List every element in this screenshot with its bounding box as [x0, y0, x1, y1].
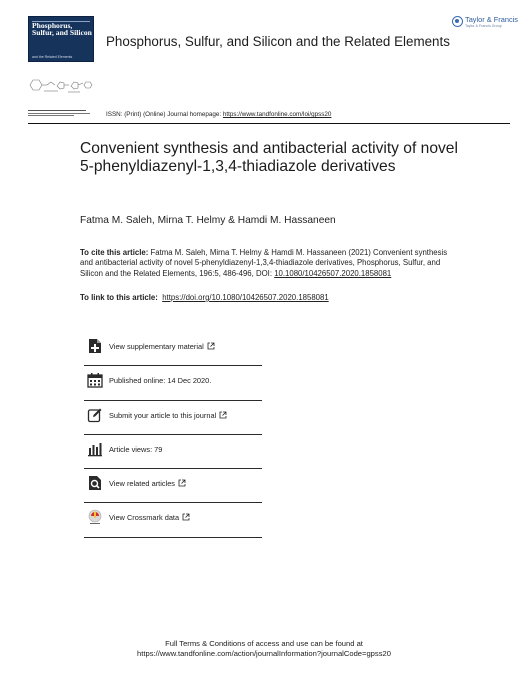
citation-label: To cite this article:	[80, 248, 149, 257]
action-label	[109, 479, 186, 488]
article-views-item	[84, 435, 262, 469]
journal-cover-thumbnail	[28, 16, 94, 62]
issn-line	[106, 111, 331, 118]
view-crossmark-data-item[interactable]	[84, 503, 262, 537]
bar-chart-icon	[87, 441, 103, 457]
journal-homepage-link[interactable]: https://www.tandfonline.com/loi/gpss20	[222, 111, 332, 118]
external-link-icon	[219, 411, 227, 419]
edit-icon	[87, 407, 103, 423]
action-label-text: View supplementary material	[109, 342, 204, 351]
action-label-text: View Crossmark data	[109, 513, 180, 523]
taylor-francis-logo-icon	[452, 16, 463, 27]
action-label-text: Published online: 14 Dec 2020.	[109, 376, 212, 386]
publisher-logo-name: Taylor & Francis	[465, 15, 518, 24]
issn-label: ISSN: (Print) (Online) Journal homepage:	[106, 111, 223, 118]
cover-meta-line	[28, 110, 86, 111]
view-supplementary-material-item[interactable]	[84, 332, 262, 366]
footer-terms-text: Full Terms & Conditions of access and use can be found at	[165, 639, 363, 648]
action-label	[109, 376, 211, 385]
cover-subtitle: and the Related Elements	[32, 55, 73, 59]
external-link-icon	[178, 479, 186, 487]
publisher-logo-tagline: Taylor & Francis Group	[465, 24, 502, 28]
view-related-articles-item[interactable]	[84, 469, 262, 503]
journal-title[interactable]: Phosphorus, Sulfur, and Silicon and the Related Elements	[106, 34, 450, 49]
cover-meta-line	[28, 113, 90, 114]
plus-document-icon	[87, 338, 103, 354]
action-label-text: Article views: 79	[109, 444, 163, 454]
header-divider	[28, 123, 510, 124]
cover-meta-line	[28, 115, 74, 116]
action-label	[109, 513, 190, 522]
footer	[0, 639, 528, 660]
doi-link[interactable]: 10.1080/10426507.2020.1858081	[274, 268, 392, 278]
action-label-text: Submit your article to this journal	[109, 410, 217, 420]
article-doi-url[interactable]: https://doi.org/10.1080/10426507.2020.1858081	[162, 293, 329, 302]
citation-block	[80, 248, 452, 279]
publisher-logo[interactable]	[452, 14, 518, 32]
crossmark-icon	[87, 509, 103, 525]
footer-terms-link[interactable]: https://www.tandfonline.com/action/journalInformation?journalCode=gpss20	[137, 649, 391, 659]
published-online-item	[84, 366, 262, 400]
chemical-structure-graphic	[24, 74, 96, 96]
submit-article-item[interactable]	[84, 401, 262, 435]
action-label-text: View related articles	[109, 479, 175, 489]
calendar-icon	[87, 372, 103, 388]
article-link-line	[80, 293, 329, 302]
action-label	[109, 342, 215, 351]
external-link-icon	[207, 342, 215, 350]
cover-title: Phosphorus, Sulfur, and Silicon	[32, 21, 92, 38]
article-actions-list	[84, 332, 262, 538]
article-authors: Fatma M. Saleh, Mirna T. Helmy & Hamdi M. Hassaneen	[80, 215, 336, 226]
article-title: Convenient synthesis and antibacterial activity of novel 5-phenyldiazenyl-1,3,4-thiadiazole derivatives	[80, 140, 458, 175]
citation-text: Fatma M. Saleh, Mirna T. Helmy & Hamdi M. Hassaneen (2021) Convenient synthesis and antibacterial activity of novel 5-phenyldiazenyl-1,3,4-thiadiazole derivatives, Phosphorus, Sulfur, and Silicon and the Related Elements, 196:5, 486-496, DOI:	[80, 248, 448, 278]
related-search-icon	[87, 475, 103, 491]
article-link-label: To link to this article:	[80, 293, 158, 302]
cover-meta-block	[28, 110, 92, 116]
action-label	[109, 445, 162, 454]
action-label	[109, 411, 227, 420]
external-link-icon	[182, 513, 190, 521]
